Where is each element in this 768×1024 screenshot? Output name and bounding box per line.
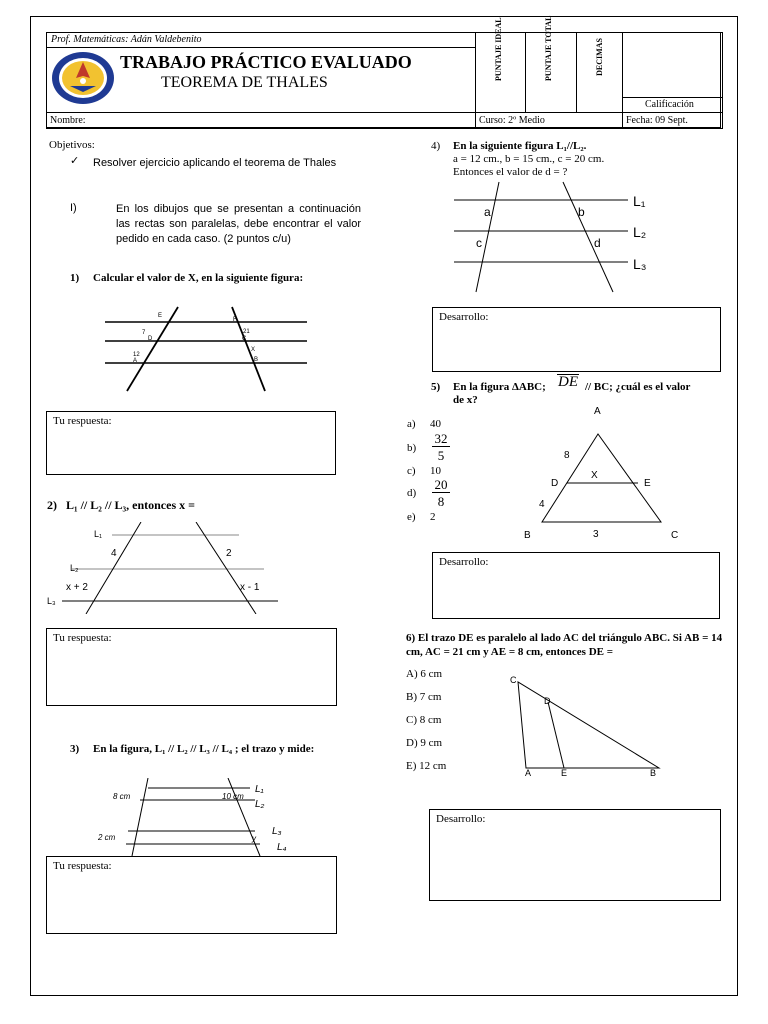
q6-vertex-d: D [544,696,551,706]
q6-text: 6) El trazo DE es paralelo al lado AC del triángulo ABC. Si AB = 14 cm, AC = 21 cm y AE = 8 cm, entonces DE = [406,632,723,658]
q2-label-4: 4 [111,548,117,559]
q1-label-7: 7 [142,330,146,336]
q1-label-e: E [158,313,163,319]
q1-answer-box[interactable] [46,411,336,475]
q5-vertex-e: E [644,478,651,489]
name-cell[interactable] [46,112,476,129]
q6-vertex-a: A [525,768,532,778]
q5-text-b: // BC; ¿cuál es el valor [585,381,691,393]
q5-work-label: Desarrollo: [439,556,489,568]
q5-opt-d-letter: d) [407,487,417,499]
q1-label-d: D [148,336,153,342]
q2-label-l1: L₁ [94,529,103,539]
section-instructions: En los dibujos que se presentan a continuación las rectas son paralelas, debe encontrar el valor pedido en cada caso. (2 puntos c/u) [116,203,361,245]
q2-answer-label: Tu respuesta: [53,632,112,644]
q6-figure [504,670,674,780]
q6-work-label: Desarrollo: [436,813,486,825]
q3-label-l3: L₃ [272,826,282,837]
q3-label-l2: L₂ [255,799,265,810]
school-logo [50,50,116,106]
q5-label-4: 4 [539,499,545,510]
q5-vertex-d: D [551,478,559,489]
q5-opt-b-numerator: 32 [432,432,450,447]
q4-label-b: b [578,205,585,219]
q6-vertex-c: C [510,675,517,685]
q5-figure [518,402,688,542]
q1-figure [100,305,315,395]
q5-label-8: 8 [564,450,570,461]
q3-answer-label: Tu respuesta: [53,860,112,872]
q4-line2: a = 12 cm., b = 15 cm., c = 20 cm. [453,153,605,165]
q3-label-l1: L₁ [255,784,264,795]
decimas-label: DECIMAS [595,38,604,76]
q6-vertex-e: E [561,768,568,778]
check-icon: ✓ [70,155,80,167]
q5-text-a: En la figura ΔABC; [453,381,546,393]
q5-work-box[interactable] [432,552,720,619]
document-title: TRABAJO PRÁCTICO EVALUADO [120,52,412,72]
grade-label: Calificación [645,99,694,110]
q3-label-10cm: 10 cm [222,792,244,801]
q2-label-l3: L₃ [47,596,56,606]
q4-number: 4) [431,140,441,152]
q5-de-segment: DE [558,374,578,390]
header-table [46,15,721,128]
q6-option-c: C) 8 cm [406,714,442,726]
q5-opt-d-numerator: 20 [432,478,450,493]
q4-figure [450,178,660,293]
q1-label-f: F [233,317,237,323]
q5-opt-c-letter: c) [407,465,416,477]
q3-label-l4: L₄ [277,842,287,853]
q5-vertex-a: A [594,406,601,417]
q5-opt-e-letter: e) [407,511,416,523]
course-cell [475,112,623,129]
q2-label-l2: L₂ [70,563,79,573]
q4-label-l3: L₃ [633,256,647,272]
q1-label-a: A [133,358,138,364]
q1-label-c: C [242,336,247,342]
q3-text: En la figura, L₁ // L₂ // L₃ // L₄ ; el trazo y mide: [93,743,315,755]
q4-label-a: a [484,205,491,219]
q4-label-c: c [476,236,482,250]
q4-line3: Entonces el valor de d = ? [453,166,568,178]
q2-label-2: 2 [226,548,232,559]
grade-box [622,32,723,98]
q1-answer-label: Tu respuesta: [53,415,112,427]
date-cell [622,112,723,129]
q1-label-x: X [251,347,256,353]
q3-number: 3) [70,743,80,755]
ideal-label: PUNTAJE IDEAL [494,17,503,81]
q1-text: Calcular el valor de X, en la siguiente figura: [93,272,304,284]
q5-opt-e-value: 2 [430,511,436,523]
date-text: Fecha: 09 Sept. [626,115,688,126]
q2-figure [44,522,284,614]
q1-label-b: B [254,357,259,363]
professor-cell [46,32,476,48]
objective-text: Resolver ejercicio aplicando el teorema de Thales [93,157,337,169]
q4-label-d: d [594,236,601,250]
q3-figure [90,778,300,858]
q5-vertex-b: B [524,530,531,541]
document-subtitle: TEOREMA DE THALES [161,74,328,91]
q2-text: L₁ // L₂ // L₃, entonces x = [66,498,195,512]
q2-answer-box[interactable] [46,628,337,706]
q4-work-label: Desarrollo: [439,311,489,323]
q6-option-a: A) 6 cm [406,668,443,680]
q6-option-e: E) 12 cm [406,760,447,772]
q6-work-box[interactable] [429,809,721,901]
q3-answer-box[interactable] [46,856,337,934]
q5-opt-d-denominator: 8 [437,494,445,509]
course-text: Curso: 2º Medio [479,115,545,126]
q1-number: 1) [70,272,80,284]
name-label: Nombre: [50,115,86,126]
q5-opt-a-letter: a) [407,418,416,430]
q2-label-xp2: x + 2 [66,582,88,593]
q5-number: 5) [431,381,441,393]
q1-label-21: 21 [243,329,250,335]
q5-vertex-c: C [671,530,679,541]
grade-label-cell [622,97,723,113]
professor-name: Prof. Matemáticas: Adán Valdebenito [51,34,202,45]
q3-label-y: y [252,834,256,843]
q2-label-xm1: x - 1 [240,582,260,593]
total-label: PUNTAJE TOTAL [544,15,553,81]
section-number: I) [70,202,77,214]
q4-work-box[interactable] [432,307,721,372]
q2-number: 2) [47,498,57,512]
q5-opt-b-denominator: 5 [437,448,445,463]
q5-text-c: de x? [453,394,478,406]
q5-opt-a-value: 40 [430,418,441,430]
objectives-label: Objetivos: [49,139,95,151]
q3-label-8cm: 8 cm [113,792,131,801]
q5-label-x: X [591,470,598,481]
q6-option-b: B) 7 cm [406,691,442,703]
q4-line1: En la siguiente figura L₁//L₂. [453,140,587,152]
q4-label-l1: L₁ [633,193,646,209]
q3-label-2cm: 2 cm [98,833,116,842]
q6-option-d: D) 9 cm [406,737,443,749]
q5-label-3: 3 [593,529,599,540]
q4-label-l2: L₂ [633,224,647,240]
q5-opt-b-letter: b) [407,442,417,454]
q6-vertex-b: B [650,768,657,778]
q5-opt-c-value: 10 [430,465,441,477]
q1-label-12: 12 [133,352,140,358]
